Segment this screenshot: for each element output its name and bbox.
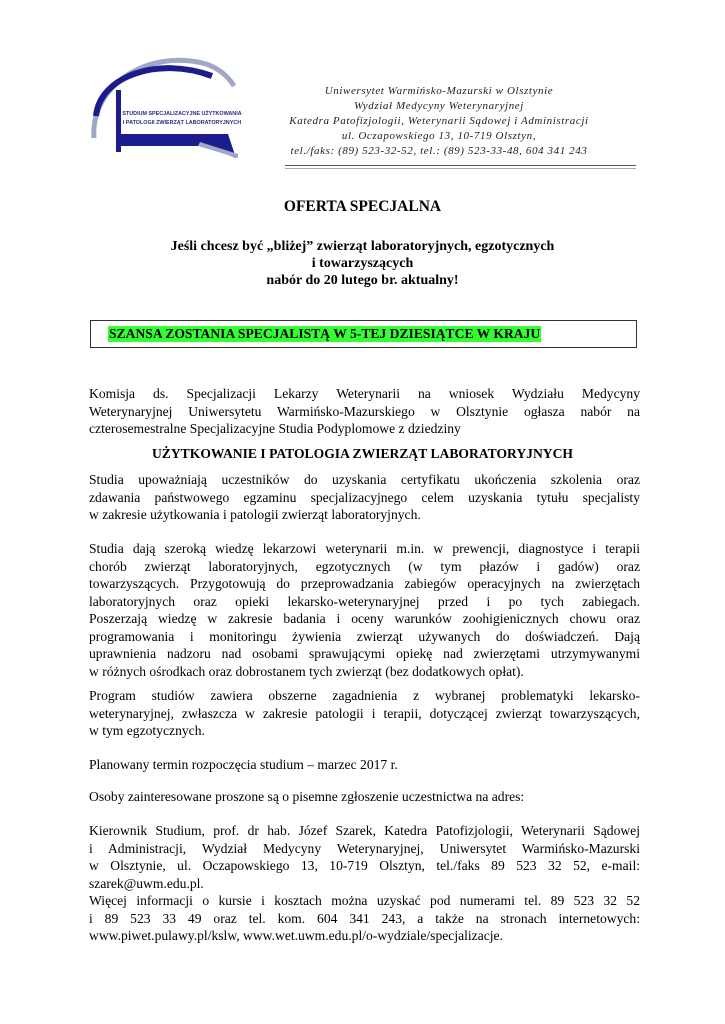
paragraph-program — [89, 687, 640, 740]
header-faculty: Wydział Medycyny Weterynaryjnej — [354, 100, 524, 112]
subtitle-line-1: Jeśli chcesz być „bliżej” zwierząt laboratoryjnych, egzotycznych — [170, 239, 555, 254]
paragraph-line: Kierownik Studium, prof. dr hab. Józef Szarek, Katedra Patofizjologii, Weterynarii Sądowej — [89, 823, 640, 838]
paragraph-line: Poszerzają wiedzę w zakresie badania i oceny warunków zoohigienicznych chowu oraz — [89, 611, 640, 626]
paragraph-line: w Olsztynie, ul. Oczapowskiego 13, 10-719 Olsztyn, tel./faks 89 523 32 52, e-mail: — [89, 858, 640, 873]
subtitle-line-3: nabór do 20 lutego br. aktualny! — [266, 273, 459, 288]
contact-email: szarek@uwm.edu.pl. — [89, 875, 204, 891]
paragraph-knowledge — [89, 540, 640, 680]
paragraph-certificate — [89, 471, 640, 524]
intro-line: Komisja ds. Specjalizacji Lekarzy Weterynarii na wniosek Wydziału Medycyny — [89, 386, 640, 401]
paragraph-start-date — [89, 756, 640, 774]
paragraph-line: uprawnienia nadzoru nad osobami sprawującymi opiekę nad zwierzętami utrzymywanymi — [89, 646, 640, 661]
paragraph-line: Więcej informacji o kursie i kosztach można uzyskać pod numerami tel. 89 523 32 52 — [89, 893, 640, 908]
paragraph-line: zdawania państwowego egzaminu specjalizacyjnego celem uzyskania tytułu specjalisty — [89, 489, 640, 505]
intro-line: Weterynaryjnej Uniwersytetu Warmińsko-Mazurskiego w Olsztynie ogłasza nabór na — [89, 403, 640, 419]
logo-line-1: STUDIUM SPECJALIZACYJNE UŻYTKOWANIA — [122, 111, 242, 117]
paragraph-contact — [89, 822, 640, 945]
intro-line: czterosemestralne Specjalizacyjne Studia Podyplomowe z dziedziny — [89, 421, 461, 436]
header-divider-thin — [285, 168, 636, 169]
banner-highlight-text: SZANSA ZOSTANIA SPECJALISTĄ W 5-TEJ DZIESIĄTCE W KRAJU — [109, 326, 541, 341]
paragraph-line: chorób zwierząt laboratoryjnych, egzotycznych (w tym płazów i gadów) oraz — [89, 558, 640, 574]
paragraph-line: w zakresie użytkowania i patologii zwierząt laboratoryjnych. — [89, 507, 421, 522]
header-university: Uniwersytet Warmińsko-Mazurski w Olsztynie — [324, 85, 554, 97]
website-links: www.piwet.pulawy.pl/kslw, www.wet.uwm.edu.pl/o-wydziale/specjalizacje. — [89, 928, 503, 943]
institution-header — [266, 84, 612, 159]
paragraph-line: Studia dają szeroką wiedzę lekarzowi weterynarii m.in. w prewencji, diagnostyce i terapii — [89, 541, 640, 556]
header-department: Katedra Patofizjologii, Weterynarii Sądowej i Administracji — [289, 115, 589, 127]
header-divider — [285, 165, 636, 166]
subtitle-line-2: i towarzyszących — [311, 256, 414, 271]
subtitle-block — [0, 238, 725, 289]
study-heading: UŻYTKOWANIE I PATOLOGIA ZWIERZĄT LABORATORYJNYCH — [151, 446, 573, 461]
paragraph-line: laboratoryjnych oraz opieki lekarsko-weterynaryjnej przed i po tych zabiegach. — [89, 593, 640, 609]
paragraph-line: Osoby zainteresowane proszone są o pisemne zgłoszenie uczestnictwa na adres: — [89, 789, 525, 804]
paragraph-line: w różnych ośrodkach oraz dobrostanem tych zwierząt (bez dodatkowych opłat). — [89, 663, 524, 679]
page-title: OFERTA SPECJALNA — [283, 198, 442, 215]
paragraph-line: w tym egzotycznych. — [89, 723, 205, 738]
paragraph-line: Studia upoważniają uczestników do uzyskania certyfikatu ukończenia szkolenia oraz — [89, 472, 640, 487]
header-phone: tel./faks: (89) 523-32-52, tel.: (89) 523-33-48, 604 341 243 — [290, 145, 588, 157]
intro-paragraph — [89, 385, 640, 438]
eye-arc-logo-icon — [88, 46, 248, 158]
header-address: ul. Oczapowskiego 13, 10-719 Olsztyn, — [341, 130, 537, 142]
paragraph-line: i 89 523 33 49 oraz tel. kom. 604 341 243, a także na stronach internetowych: — [89, 910, 640, 926]
paragraph-line: towarzyszących. Przygotowują do przeprowadzania zabiegów operacyjnych na zwierzętach — [89, 576, 640, 591]
paragraph-line: programowania i monitoringu żywienia zwierząt używanych do doświadczeń. Dają — [89, 628, 640, 644]
paragraph-line: Program studiów zawiera obszerne zagadnienia z wybranej problematyki lekarsko- — [89, 688, 640, 703]
paragraph-line: Planowany termin rozpoczęcia studium – marzec 2017 r. — [89, 757, 398, 772]
paragraph-line: i Administracji, Wydział Medycyny Weterynaryjnej, Uniwersytet Warmińsko-Mazurski — [89, 840, 640, 856]
logo-line-2: I PATOLOGII ZWIERZĄT LABORATORYJNYCH — [122, 120, 242, 126]
paragraph-line: weterynaryjnej, zwłaszcza w zakresie patologii i terapii, dotyczącej zwierząt towarzyszących, — [89, 705, 640, 721]
paragraph-application — [89, 788, 640, 806]
